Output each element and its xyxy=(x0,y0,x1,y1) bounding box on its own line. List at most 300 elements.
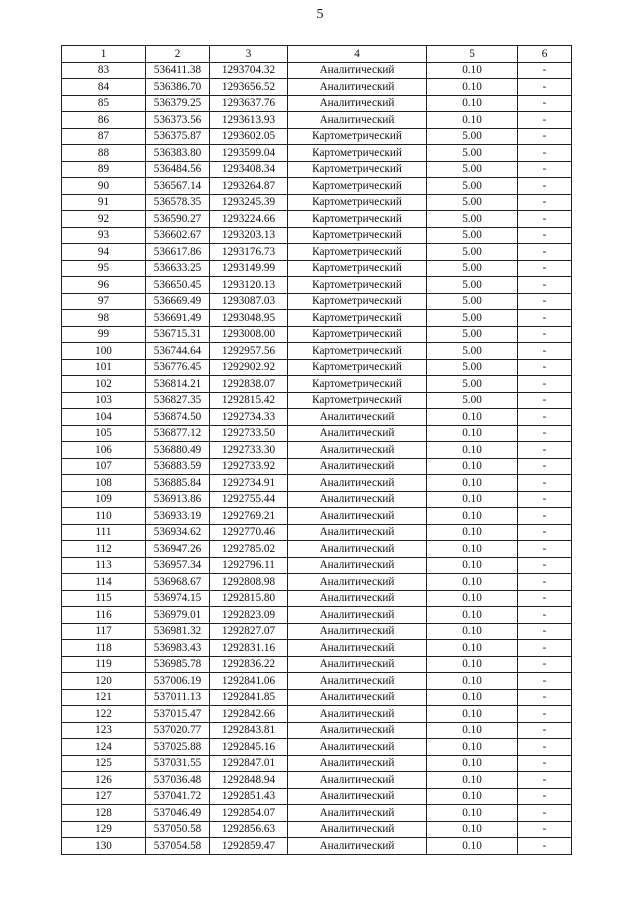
table-row xyxy=(62,491,572,508)
cell-accuracy: 0.10 xyxy=(427,689,518,706)
cell-x-coordinate: 536827.35 xyxy=(146,392,210,409)
cell-x-coordinate: 536650.45 xyxy=(146,277,210,294)
cell-y-coordinate: 1292856.63 xyxy=(210,821,288,838)
cell-accuracy: 0.10 xyxy=(427,541,518,558)
cell-note: - xyxy=(518,590,572,607)
cell-method: Аналитический xyxy=(288,508,427,525)
cell-y-coordinate: 1292815.80 xyxy=(210,590,288,607)
cell-y-coordinate: 1293264.87 xyxy=(210,178,288,195)
cell-x-coordinate: 536379.25 xyxy=(146,95,210,112)
cell-accuracy: 0.10 xyxy=(427,574,518,591)
cell-y-coordinate: 1292827.07 xyxy=(210,623,288,640)
table-row xyxy=(62,739,572,756)
cell-note: - xyxy=(518,62,572,79)
cell-accuracy: 0.10 xyxy=(427,838,518,855)
cell-point-number: 97 xyxy=(62,293,146,310)
cell-accuracy: 0.10 xyxy=(427,640,518,657)
cell-method: Картометрический xyxy=(288,178,427,195)
cell-method: Аналитический xyxy=(288,772,427,789)
cell-accuracy: 0.10 xyxy=(427,755,518,772)
cell-x-coordinate: 536617.86 xyxy=(146,244,210,261)
cell-y-coordinate: 1292769.21 xyxy=(210,508,288,525)
cell-x-coordinate: 536776.45 xyxy=(146,359,210,376)
cell-x-coordinate: 536744.64 xyxy=(146,343,210,360)
cell-method: Аналитический xyxy=(288,821,427,838)
header-cell-2: 2 xyxy=(146,46,210,63)
cell-x-coordinate: 536947.26 xyxy=(146,541,210,558)
cell-accuracy: 5.00 xyxy=(427,343,518,360)
cell-accuracy: 5.00 xyxy=(427,392,518,409)
cell-note: - xyxy=(518,772,572,789)
cell-y-coordinate: 1293599.04 xyxy=(210,145,288,162)
cell-x-coordinate: 536375.87 xyxy=(146,128,210,145)
table-row xyxy=(62,689,572,706)
cell-point-number: 123 xyxy=(62,722,146,739)
table-row xyxy=(62,409,572,426)
cell-y-coordinate: 1293224.66 xyxy=(210,211,288,228)
table-row xyxy=(62,475,572,492)
table-row xyxy=(62,805,572,822)
cell-x-coordinate: 536590.27 xyxy=(146,211,210,228)
cell-point-number: 84 xyxy=(62,79,146,96)
cell-accuracy: 5.00 xyxy=(427,293,518,310)
cell-y-coordinate: 1292808.98 xyxy=(210,574,288,591)
cell-x-coordinate: 536373.56 xyxy=(146,112,210,129)
cell-accuracy: 0.10 xyxy=(427,112,518,129)
cell-note: - xyxy=(518,491,572,508)
cell-y-coordinate: 1293602.05 xyxy=(210,128,288,145)
cell-x-coordinate: 536913.86 xyxy=(146,491,210,508)
cell-x-coordinate: 536484.56 xyxy=(146,161,210,178)
cell-point-number: 125 xyxy=(62,755,146,772)
cell-x-coordinate: 536691.49 xyxy=(146,310,210,327)
cell-x-coordinate: 537050.58 xyxy=(146,821,210,838)
cell-accuracy: 0.10 xyxy=(427,95,518,112)
cell-y-coordinate: 1292851.43 xyxy=(210,788,288,805)
cell-accuracy: 0.10 xyxy=(427,62,518,79)
cell-y-coordinate: 1292831.16 xyxy=(210,640,288,657)
table-body xyxy=(62,62,572,854)
cell-accuracy: 5.00 xyxy=(427,145,518,162)
cell-x-coordinate: 536985.78 xyxy=(146,656,210,673)
cell-accuracy: 5.00 xyxy=(427,211,518,228)
cell-accuracy: 0.10 xyxy=(427,409,518,426)
cell-method: Аналитический xyxy=(288,739,427,756)
cell-method: Картометрический xyxy=(288,277,427,294)
cell-x-coordinate: 536968.67 xyxy=(146,574,210,591)
cell-note: - xyxy=(518,343,572,360)
cell-point-number: 109 xyxy=(62,491,146,508)
cell-point-number: 100 xyxy=(62,343,146,360)
cell-accuracy: 5.00 xyxy=(427,244,518,261)
cell-y-coordinate: 1292838.07 xyxy=(210,376,288,393)
cell-method: Картометрический xyxy=(288,260,427,277)
table-row xyxy=(62,79,572,96)
table-row xyxy=(62,359,572,376)
table-row xyxy=(62,838,572,855)
cell-y-coordinate: 1292957.56 xyxy=(210,343,288,360)
cell-accuracy: 0.10 xyxy=(427,442,518,459)
table-row xyxy=(62,425,572,442)
cell-point-number: 128 xyxy=(62,805,146,822)
cell-note: - xyxy=(518,425,572,442)
cell-note: - xyxy=(518,805,572,822)
cell-method: Картометрический xyxy=(288,244,427,261)
cell-accuracy: 0.10 xyxy=(427,491,518,508)
cell-point-number: 122 xyxy=(62,706,146,723)
cell-point-number: 113 xyxy=(62,557,146,574)
cell-method: Аналитический xyxy=(288,722,427,739)
cell-x-coordinate: 536934.62 xyxy=(146,524,210,541)
cell-method: Аналитический xyxy=(288,95,427,112)
cell-x-coordinate: 536885.84 xyxy=(146,475,210,492)
cell-point-number: 108 xyxy=(62,475,146,492)
cell-method: Аналитический xyxy=(288,623,427,640)
cell-x-coordinate: 536386.70 xyxy=(146,79,210,96)
cell-point-number: 92 xyxy=(62,211,146,228)
cell-note: - xyxy=(518,524,572,541)
cell-x-coordinate: 537041.72 xyxy=(146,788,210,805)
cell-note: - xyxy=(518,376,572,393)
cell-point-number: 130 xyxy=(62,838,146,855)
cell-point-number: 93 xyxy=(62,227,146,244)
cell-note: - xyxy=(518,359,572,376)
cell-y-coordinate: 1292847.01 xyxy=(210,755,288,772)
cell-y-coordinate: 1293008.00 xyxy=(210,326,288,343)
table-row xyxy=(62,128,572,145)
header-cell-5: 5 xyxy=(427,46,518,63)
table-row xyxy=(62,112,572,129)
cell-accuracy: 0.10 xyxy=(427,458,518,475)
cell-y-coordinate: 1293637.76 xyxy=(210,95,288,112)
cell-note: - xyxy=(518,112,572,129)
table-row xyxy=(62,145,572,162)
cell-note: - xyxy=(518,310,572,327)
table-row xyxy=(62,260,572,277)
cell-point-number: 104 xyxy=(62,409,146,426)
cell-x-coordinate: 537054.58 xyxy=(146,838,210,855)
cell-note: - xyxy=(518,211,572,228)
cell-note: - xyxy=(518,145,572,162)
cell-accuracy: 0.10 xyxy=(427,508,518,525)
table-row xyxy=(62,392,572,409)
cell-note: - xyxy=(518,689,572,706)
cell-y-coordinate: 1292859.47 xyxy=(210,838,288,855)
cell-y-coordinate: 1292845.16 xyxy=(210,739,288,756)
cell-point-number: 86 xyxy=(62,112,146,129)
table-row xyxy=(62,458,572,475)
cell-note: - xyxy=(518,673,572,690)
cell-note: - xyxy=(518,178,572,195)
cell-accuracy: 0.10 xyxy=(427,788,518,805)
cell-y-coordinate: 1293048.95 xyxy=(210,310,288,327)
cell-point-number: 124 xyxy=(62,739,146,756)
table-header xyxy=(62,46,572,63)
cell-point-number: 117 xyxy=(62,623,146,640)
header-cell-6: 6 xyxy=(518,46,572,63)
cell-accuracy: 0.10 xyxy=(427,557,518,574)
cell-method: Картометрический xyxy=(288,343,427,360)
cell-accuracy: 0.10 xyxy=(427,79,518,96)
cell-accuracy: 0.10 xyxy=(427,739,518,756)
cell-accuracy: 0.10 xyxy=(427,425,518,442)
cell-method: Аналитический xyxy=(288,557,427,574)
table-row xyxy=(62,310,572,327)
cell-note: - xyxy=(518,95,572,112)
cell-y-coordinate: 1292836.22 xyxy=(210,656,288,673)
cell-note: - xyxy=(518,623,572,640)
cell-accuracy: 0.10 xyxy=(427,722,518,739)
cell-note: - xyxy=(518,640,572,657)
table-row xyxy=(62,524,572,541)
cell-note: - xyxy=(518,788,572,805)
cell-method: Картометрический xyxy=(288,145,427,162)
cell-method: Аналитический xyxy=(288,491,427,508)
cell-method: Аналитический xyxy=(288,541,427,558)
cell-y-coordinate: 1293245.39 xyxy=(210,194,288,211)
table-row xyxy=(62,640,572,657)
cell-method: Картометрический xyxy=(288,293,427,310)
cell-point-number: 114 xyxy=(62,574,146,591)
cell-x-coordinate: 536633.25 xyxy=(146,260,210,277)
cell-y-coordinate: 1292733.92 xyxy=(210,458,288,475)
cell-x-coordinate: 537046.49 xyxy=(146,805,210,822)
cell-x-coordinate: 536383.80 xyxy=(146,145,210,162)
table-row xyxy=(62,541,572,558)
table-row xyxy=(62,277,572,294)
cell-note: - xyxy=(518,475,572,492)
cell-x-coordinate: 536411.38 xyxy=(146,62,210,79)
cell-x-coordinate: 536578.35 xyxy=(146,194,210,211)
cell-method: Картометрический xyxy=(288,227,427,244)
cell-method: Аналитический xyxy=(288,689,427,706)
cell-x-coordinate: 537015.47 xyxy=(146,706,210,723)
coordinates-table xyxy=(61,45,572,855)
cell-x-coordinate: 537031.55 xyxy=(146,755,210,772)
cell-point-number: 83 xyxy=(62,62,146,79)
table-row xyxy=(62,706,572,723)
cell-accuracy: 5.00 xyxy=(427,376,518,393)
table-row xyxy=(62,821,572,838)
cell-y-coordinate: 1292770.46 xyxy=(210,524,288,541)
cell-y-coordinate: 1292841.06 xyxy=(210,673,288,690)
cell-method: Аналитический xyxy=(288,755,427,772)
cell-y-coordinate: 1292854.07 xyxy=(210,805,288,822)
cell-y-coordinate: 1293087.03 xyxy=(210,293,288,310)
cell-note: - xyxy=(518,244,572,261)
cell-method: Аналитический xyxy=(288,574,427,591)
cell-method: Картометрический xyxy=(288,376,427,393)
cell-accuracy: 5.00 xyxy=(427,310,518,327)
table-row xyxy=(62,62,572,79)
cell-x-coordinate: 537020.77 xyxy=(146,722,210,739)
cell-accuracy: 5.00 xyxy=(427,227,518,244)
cell-x-coordinate: 536933.19 xyxy=(146,508,210,525)
table-row xyxy=(62,293,572,310)
cell-accuracy: 5.00 xyxy=(427,161,518,178)
table-row xyxy=(62,755,572,772)
cell-method: Картометрический xyxy=(288,392,427,409)
table-row xyxy=(62,161,572,178)
table-row xyxy=(62,722,572,739)
cell-point-number: 101 xyxy=(62,359,146,376)
cell-x-coordinate: 536983.43 xyxy=(146,640,210,657)
cell-method: Аналитический xyxy=(288,524,427,541)
cell-note: - xyxy=(518,409,572,426)
cell-method: Аналитический xyxy=(288,838,427,855)
cell-y-coordinate: 1293203.13 xyxy=(210,227,288,244)
cell-point-number: 116 xyxy=(62,607,146,624)
cell-point-number: 112 xyxy=(62,541,146,558)
cell-note: - xyxy=(518,128,572,145)
cell-note: - xyxy=(518,458,572,475)
cell-point-number: 119 xyxy=(62,656,146,673)
cell-method: Аналитический xyxy=(288,425,427,442)
cell-y-coordinate: 1292733.30 xyxy=(210,442,288,459)
cell-note: - xyxy=(518,326,572,343)
table-row xyxy=(62,211,572,228)
cell-method: Аналитический xyxy=(288,409,427,426)
cell-y-coordinate: 1292843.81 xyxy=(210,722,288,739)
cell-point-number: 115 xyxy=(62,590,146,607)
cell-y-coordinate: 1293613.93 xyxy=(210,112,288,129)
cell-point-number: 87 xyxy=(62,128,146,145)
cell-note: - xyxy=(518,656,572,673)
cell-accuracy: 0.10 xyxy=(427,673,518,690)
cell-y-coordinate: 1292734.91 xyxy=(210,475,288,492)
cell-note: - xyxy=(518,739,572,756)
cell-x-coordinate: 536957.34 xyxy=(146,557,210,574)
cell-accuracy: 5.00 xyxy=(427,277,518,294)
cell-note: - xyxy=(518,722,572,739)
cell-accuracy: 0.10 xyxy=(427,656,518,673)
table-row xyxy=(62,557,572,574)
table-row xyxy=(62,574,572,591)
header-cell-3: 3 xyxy=(210,46,288,63)
cell-note: - xyxy=(518,392,572,409)
cell-method: Аналитический xyxy=(288,706,427,723)
table-row xyxy=(62,343,572,360)
table-row xyxy=(62,508,572,525)
table-row xyxy=(62,442,572,459)
page-number: 5 xyxy=(316,7,324,22)
table-row xyxy=(62,673,572,690)
cell-method: Картометрический xyxy=(288,310,427,327)
cell-note: - xyxy=(518,557,572,574)
cell-x-coordinate: 536979.01 xyxy=(146,607,210,624)
cell-note: - xyxy=(518,194,572,211)
cell-y-coordinate: 1292733.50 xyxy=(210,425,288,442)
cell-accuracy: 0.10 xyxy=(427,805,518,822)
cell-point-number: 89 xyxy=(62,161,146,178)
cell-point-number: 105 xyxy=(62,425,146,442)
cell-method: Аналитический xyxy=(288,590,427,607)
cell-x-coordinate: 536567.14 xyxy=(146,178,210,195)
cell-note: - xyxy=(518,508,572,525)
cell-point-number: 120 xyxy=(62,673,146,690)
cell-method: Аналитический xyxy=(288,79,427,96)
cell-method: Аналитический xyxy=(288,607,427,624)
cell-method: Картометрический xyxy=(288,194,427,211)
cell-y-coordinate: 1292734.33 xyxy=(210,409,288,426)
cell-x-coordinate: 536883.59 xyxy=(146,458,210,475)
cell-y-coordinate: 1293408.34 xyxy=(210,161,288,178)
cell-point-number: 103 xyxy=(62,392,146,409)
cell-x-coordinate: 536715.31 xyxy=(146,326,210,343)
cell-point-number: 110 xyxy=(62,508,146,525)
cell-x-coordinate: 537011.13 xyxy=(146,689,210,706)
cell-note: - xyxy=(518,838,572,855)
cell-note: - xyxy=(518,607,572,624)
cell-y-coordinate: 1293120.13 xyxy=(210,277,288,294)
cell-accuracy: 5.00 xyxy=(427,178,518,195)
table-row xyxy=(62,227,572,244)
table-row xyxy=(62,178,572,195)
cell-x-coordinate: 536880.49 xyxy=(146,442,210,459)
cell-point-number: 98 xyxy=(62,310,146,327)
cell-note: - xyxy=(518,227,572,244)
cell-y-coordinate: 1292902.92 xyxy=(210,359,288,376)
cell-note: - xyxy=(518,277,572,294)
cell-x-coordinate: 536602.67 xyxy=(146,227,210,244)
cell-x-coordinate: 537006.19 xyxy=(146,673,210,690)
header-row xyxy=(62,46,572,63)
cell-method: Аналитический xyxy=(288,458,427,475)
cell-point-number: 129 xyxy=(62,821,146,838)
header-cell-1: 1 xyxy=(62,46,146,63)
cell-x-coordinate: 537036.48 xyxy=(146,772,210,789)
table-row xyxy=(62,590,572,607)
cell-y-coordinate: 1292796.11 xyxy=(210,557,288,574)
cell-point-number: 95 xyxy=(62,260,146,277)
cell-accuracy: 5.00 xyxy=(427,260,518,277)
cell-x-coordinate: 536874.50 xyxy=(146,409,210,426)
table-row xyxy=(62,326,572,343)
cell-point-number: 90 xyxy=(62,178,146,195)
cell-note: - xyxy=(518,442,572,459)
cell-method: Аналитический xyxy=(288,673,427,690)
cell-method: Аналитический xyxy=(288,442,427,459)
cell-point-number: 127 xyxy=(62,788,146,805)
cell-note: - xyxy=(518,541,572,558)
cell-point-number: 121 xyxy=(62,689,146,706)
cell-accuracy: 5.00 xyxy=(427,359,518,376)
table-row xyxy=(62,194,572,211)
cell-method: Аналитический xyxy=(288,475,427,492)
cell-method: Аналитический xyxy=(288,805,427,822)
cell-method: Аналитический xyxy=(288,62,427,79)
cell-method: Аналитический xyxy=(288,640,427,657)
cell-x-coordinate: 536814.21 xyxy=(146,376,210,393)
cell-x-coordinate: 536877.12 xyxy=(146,425,210,442)
cell-accuracy: 5.00 xyxy=(427,326,518,343)
cell-point-number: 88 xyxy=(62,145,146,162)
cell-accuracy: 0.10 xyxy=(427,607,518,624)
cell-x-coordinate: 537025.88 xyxy=(146,739,210,756)
cell-point-number: 99 xyxy=(62,326,146,343)
cell-point-number: 111 xyxy=(62,524,146,541)
table-row xyxy=(62,623,572,640)
cell-y-coordinate: 1293176.73 xyxy=(210,244,288,261)
cell-x-coordinate: 536981.32 xyxy=(146,623,210,640)
cell-accuracy: 0.10 xyxy=(427,475,518,492)
table-row xyxy=(62,376,572,393)
table-row xyxy=(62,95,572,112)
table-row xyxy=(62,788,572,805)
cell-accuracy: 0.10 xyxy=(427,821,518,838)
cell-method: Картометрический xyxy=(288,128,427,145)
cell-y-coordinate: 1292848.94 xyxy=(210,772,288,789)
